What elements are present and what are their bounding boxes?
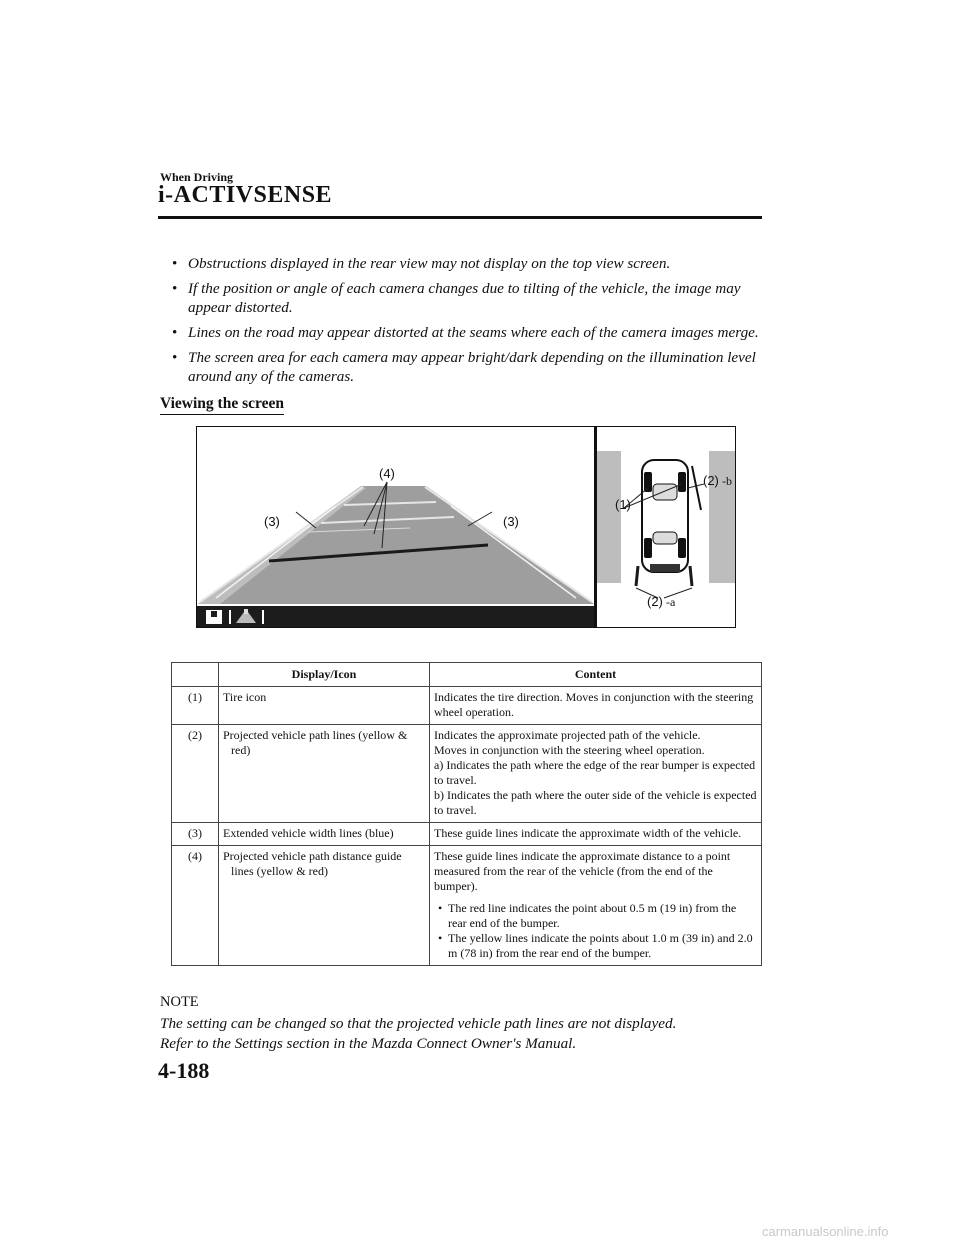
row-display-icon: Tire icon bbox=[219, 687, 430, 725]
section-subheading: Viewing the screen bbox=[160, 395, 284, 415]
table-header-content: Content bbox=[430, 663, 762, 687]
vehicle-rear-window bbox=[653, 532, 677, 544]
sub-bullet-text: The yellow lines indicate the points about 1.0 m (39 in) and 2.0 m (78 in) from the rear end of the bumper. bbox=[448, 931, 753, 960]
table-row bbox=[172, 823, 762, 846]
row-content-line: Moves in conjunction with the steering wheel operation. bbox=[434, 743, 705, 757]
row-content-line: b) Indicates the path where the outer side of the vehicle is expected to travel. bbox=[434, 788, 757, 817]
section-label: When Driving bbox=[160, 170, 234, 184]
bullet-text: The screen area for each camera may appear bright/dark depending on the illumination level around any of the cameras. bbox=[188, 349, 756, 385]
bullet-glyph: • bbox=[438, 931, 443, 945]
camera-screen-illustration bbox=[196, 426, 736, 628]
page-number: 4-188 bbox=[158, 1058, 210, 1083]
table-header-row bbox=[172, 663, 762, 687]
tire-icon-front-left bbox=[644, 472, 652, 492]
table-row bbox=[172, 687, 762, 725]
label-4: (4) bbox=[379, 466, 395, 481]
label-2b-suffix: -b bbox=[722, 474, 732, 488]
bullet-item bbox=[172, 323, 767, 342]
top-view-panel bbox=[597, 451, 735, 627]
bullet-item bbox=[172, 254, 767, 273]
row-content-line: These guide lines indicate the approximate distance to a point measured from the rear of the vehicle (from the end of the bumper). bbox=[434, 849, 731, 893]
view-mode-icon-top bbox=[244, 609, 248, 614]
row-number: (4) bbox=[172, 846, 219, 966]
bullet-item bbox=[172, 279, 767, 317]
row-content: These guide lines indicate the approximate width of the vehicle. bbox=[430, 823, 762, 846]
row-display-icon bbox=[219, 725, 430, 823]
bullet-glyph: • bbox=[172, 280, 178, 297]
tire-icon-front-right bbox=[678, 472, 686, 492]
row-content bbox=[430, 846, 762, 966]
row-content bbox=[430, 725, 762, 823]
note-body bbox=[160, 1014, 770, 1054]
table-row bbox=[172, 846, 762, 966]
label-2a-suffix: -a bbox=[666, 595, 676, 609]
row-display-icon: Extended vehicle width lines (blue) bbox=[219, 823, 430, 846]
rear-view-status-bar bbox=[197, 606, 595, 627]
label-3-right: (3) bbox=[503, 514, 519, 529]
bullet-text: If the position or angle of each camera changes due to tilting of the vehicle, the image may appear distorted. bbox=[188, 280, 741, 316]
sub-bullet-text: The red line indicates the point about 0.5 m (19 in) from the rear end of the bumper. bbox=[448, 901, 737, 930]
tire-icon-rear-left bbox=[644, 538, 652, 558]
note-line: The setting can be changed so that the projected vehicle path lines are not displayed. bbox=[160, 1015, 677, 1032]
bullet-glyph: • bbox=[172, 255, 178, 272]
caution-bullet-list bbox=[172, 254, 767, 392]
bullet-glyph: • bbox=[438, 901, 443, 915]
note-heading: NOTE bbox=[160, 994, 199, 1010]
bullet-text: Obstructions displayed in the rear view may not display on the top view screen. bbox=[188, 255, 671, 272]
panel-divider bbox=[594, 427, 597, 627]
camera-screen-figure bbox=[196, 426, 736, 628]
label-3-left: (3) bbox=[264, 514, 280, 529]
row-display-icon bbox=[219, 846, 430, 966]
page-title: i-ACTIVSENSE bbox=[158, 182, 333, 208]
row-content-line: a) Indicates the path where the edge of the rear bumper is expected to travel. bbox=[434, 758, 756, 787]
bullet-glyph: • bbox=[172, 324, 178, 341]
tire-icon-rear-right bbox=[678, 538, 686, 558]
bullet-item bbox=[172, 348, 767, 386]
path-line-a-left bbox=[636, 566, 638, 586]
parking-area-left bbox=[597, 451, 621, 583]
row-sub-bullet-list bbox=[434, 901, 757, 961]
vehicle-windshield bbox=[653, 484, 677, 500]
row-number: (2) bbox=[172, 725, 219, 823]
sensor-icon-dot bbox=[211, 611, 217, 617]
table-header-num bbox=[172, 663, 219, 687]
label-2a: (2) bbox=[647, 594, 663, 609]
vehicle-bumper bbox=[650, 564, 680, 572]
bullet-glyph: • bbox=[172, 349, 178, 366]
row-display-icon-text: Projected vehicle path distance guide lines (yellow & red) bbox=[223, 849, 402, 878]
row-content: Indicates the tire direction. Moves in conjunction with the steering wheel operation. bbox=[430, 687, 762, 725]
watermark: carmanualsonline.info bbox=[762, 1224, 889, 1239]
status-divider bbox=[229, 610, 231, 624]
row-content-line: Indicates the approximate projected path of the vehicle. bbox=[434, 728, 701, 742]
table-header-display: Display/Icon bbox=[219, 663, 430, 687]
parking-area-right bbox=[709, 451, 735, 583]
sub-bullet-item bbox=[434, 931, 757, 961]
sub-bullet-item bbox=[434, 901, 757, 931]
table-row bbox=[172, 725, 762, 823]
label-1: (1) bbox=[615, 497, 631, 512]
status-divider bbox=[262, 610, 264, 624]
note-line: Refer to the Settings section in the Mazda Connect Owner's Manual. bbox=[160, 1035, 577, 1052]
display-icon-table bbox=[171, 662, 762, 966]
bullet-text: Lines on the road may appear distorted at the seams where each of the camera images merge. bbox=[188, 324, 759, 341]
row-number: (3) bbox=[172, 823, 219, 846]
row-number: (1) bbox=[172, 687, 219, 725]
header-rule bbox=[158, 216, 762, 219]
path-line-a-right bbox=[690, 566, 692, 586]
label-2b: (2) bbox=[703, 473, 719, 488]
row-display-icon-text: Projected vehicle path lines (yellow & red) bbox=[223, 728, 408, 757]
